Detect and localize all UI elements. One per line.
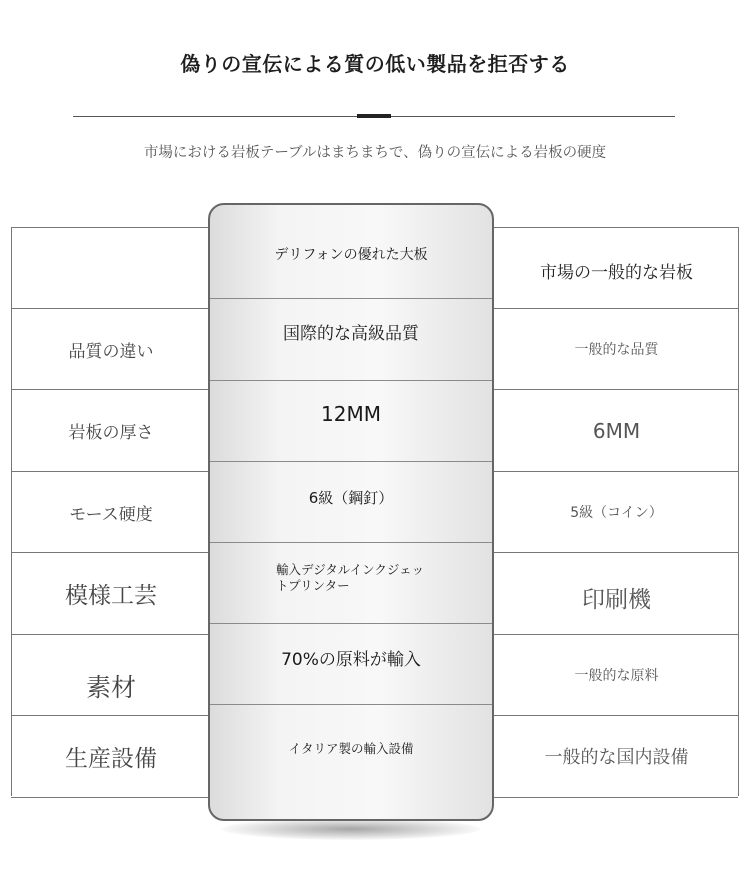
market-pattern: 印刷機 [582,587,651,613]
brand-card [208,203,494,821]
market-equipment: 一般的な国内設備 [544,747,689,768]
brand-material: 70%の原料が輸入 [281,650,421,670]
brand-thickness: 12MM [321,401,381,426]
row-label-material: 素材 [85,672,136,702]
market-quality: 一般的な品質 [574,342,659,358]
market-header: 市場の一般的な岩板 [540,262,693,283]
market-hardness: 5級（コイン） [570,505,663,521]
brand-pattern-line2: トプリンター [276,577,350,593]
brand-pattern [210,543,492,624]
row-label-equipment: 生産設備 [65,745,157,772]
brand-header: デリフォンの優れた大板 [274,247,428,263]
card-shadow [222,818,480,840]
row-label-pattern: 模様工芸 [65,583,157,609]
brand-hardness: 6級（鋼釘） [308,489,394,507]
page-title: 偽りの宣伝による質の低い製品を拒否する [180,52,570,76]
row-label-hardness: モース硬度 [69,504,153,525]
row-label-thickness: 岩板の厚さ [68,423,154,443]
market-thickness: 6MM [592,418,641,443]
market-material: 一般的な原料 [574,668,659,684]
row-label-quality: 品質の違い [68,341,154,362]
brand-quality: 国際的な高級品質 [283,324,419,344]
title-divider-accent [357,114,391,118]
brand-equipment: イタリア製の輸入設備 [288,740,414,756]
brand-pattern-line1: 輸入デジタルインクジェッ [276,561,425,577]
page-subtitle: 市場における岩板テーブルはまちまちで、偽りの宣伝による岩板の硬度 [143,145,607,161]
